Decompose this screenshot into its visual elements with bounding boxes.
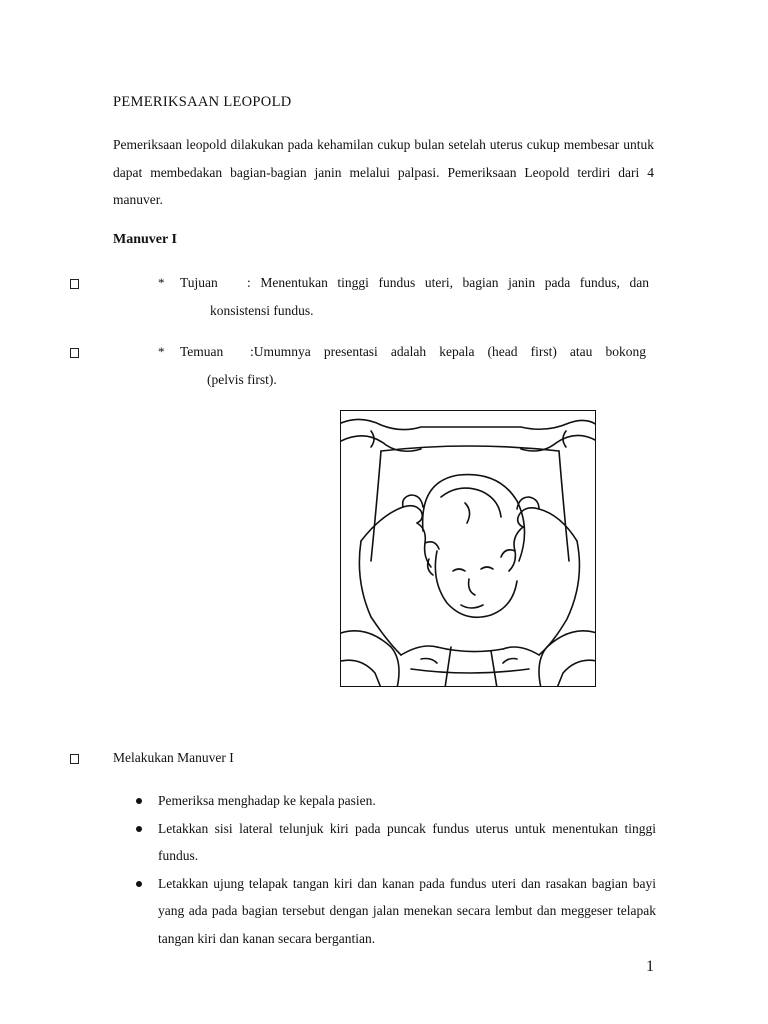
intro-paragraph: Pemeriksaan leopold dilakukan pada kehamilan cukup bulan setelah uterus cukup membesar untuk dapat membedakan bagian-bagian janin melalui palpasi. Pemeriksaan Leopold terdiri dari 4 manuver. (113, 137, 654, 207)
illustration-drawing (341, 411, 596, 687)
list-item (136, 787, 656, 815)
bullet-dot-icon (136, 798, 142, 804)
step-text: Letakkan ujung telapak tangan kiri dan kanan pada fundus uteri dan rasakan bagian bayi yang ada pada bagian tersebut dengan jalan menekan secara lembut dan meggeser telapak tangan kiri dan kanan secara bergantian. (158, 875, 656, 946)
procedure-heading: Melakukan Manuver I (113, 750, 234, 765)
bullet-dot-icon (136, 826, 142, 832)
step-text: Pemeriksa menghadap ke kepala pasien. (158, 793, 376, 808)
checkbox-square-icon (70, 754, 79, 764)
item-text-continued: (pelvis first). (207, 372, 277, 387)
section-heading: Manuver I (113, 232, 177, 247)
bullet-dot-icon (136, 881, 142, 887)
item-text: : Menentukan tinggi fundus uteri, bagian janin pada fundus, dan (247, 275, 649, 290)
checkbox-square-icon (70, 348, 79, 358)
item-text: :Umumnya presentasi adalah kepala (head first) atau bokong (250, 344, 646, 359)
procedure-steps-list (136, 787, 656, 952)
item-text-continued: konsistensi fundus. (210, 303, 314, 318)
checkbox-square-icon (70, 279, 79, 289)
asterisk-bullet: * (158, 275, 165, 290)
list-item (136, 870, 656, 953)
document-title: PEMERIKSAAN LEOPOLD (113, 94, 292, 110)
item-label: Temuan (180, 344, 224, 359)
page-number: 1 (646, 958, 654, 975)
step-text: Letakkan sisi lateral telunjuk kiri pada puncak fundus uterus untuk menentukan tinggi fundus. (158, 820, 656, 863)
item-label: Tujuan (180, 275, 218, 290)
list-item (136, 815, 656, 870)
asterisk-bullet: * (158, 344, 165, 359)
leopold-maneuver-illustration (340, 410, 596, 687)
